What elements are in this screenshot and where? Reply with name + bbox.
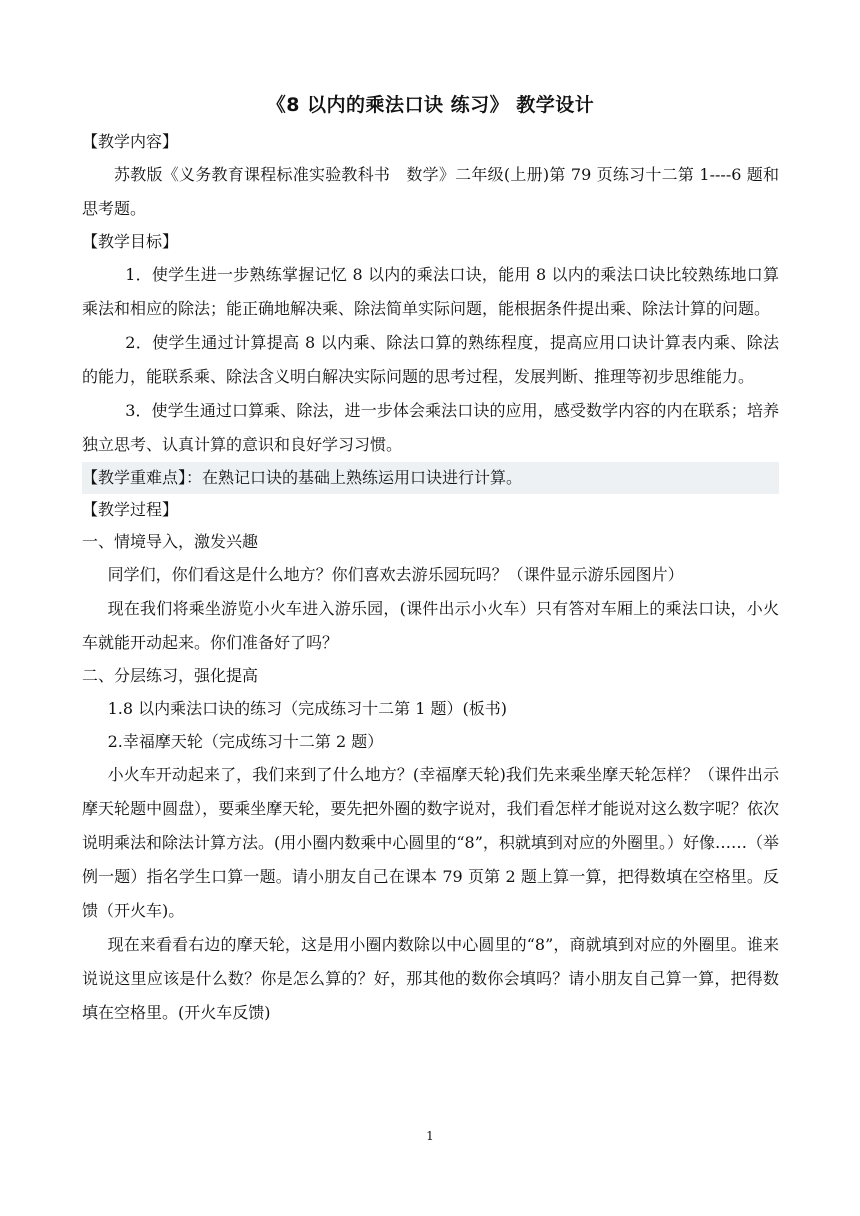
step-1-paragraph-2: 现在我们将乘坐游览小火车进入游乐园，(课件出示小火车）只有答对车厢上的乘法口诀，小火车就能开动起来。你们准备好了吗？	[82, 599, 779, 652]
goal-item-2: 2．使学生通过计算提高 8 以内乘、除法口算的熟练程度，提高应用口诀计算表内乘、除法的能力，能联系乘、除法含义明白解决实际问题的思考过程，发展判断、推理等初步思维能力。	[82, 333, 779, 386]
step-1-paragraph-1: 同学们，你们看这是什么地方？你们喜欢去游乐园玩吗？（课件显示游乐园图片）	[107, 565, 684, 584]
goal-item-1: 1．使学生进一步熟练掌握记忆 8 以内的乘法口诀，能用 8 以内的乘法口诀比较熟练地口算乘法和相应的除法；能正确地解决乘、除法简单实际问题，能根据条件提出乘、除法计算的问题。	[82, 265, 779, 318]
key-points-text: ：在熟记口诀的基础上熟练运用口诀进行计算。	[186, 468, 523, 487]
step-heading-1: 一、情境导入，激发兴趣	[82, 532, 259, 551]
document-body	[82, 88, 779, 1030]
page-title: 《8 以内的乘法口诀 练习》 教学设计	[266, 94, 595, 116]
section-heading-content: 【教学内容】	[82, 132, 179, 151]
content-paragraph: 苏教版《义务教育课程标准实验教科书 数学》二年级(上册)第 79 页练习十二第 1----6 题和思考题。	[82, 165, 779, 218]
step-2-paragraph-1: 小火车开动起来了，我们来到了什么地方？(幸福摩天轮)我们先来乘坐摩天轮怎样？（课件出示摩天轮题中圆盘），要乘坐摩天轮，要先把外圈的数字说对，我们看怎样才能说对这么数字呢？依次说明乘法和除法计算方法。(用小圈内数乘中心圆里的“8”，积就填到对应的外圈里。）好像……（举例一题）指名学生口算一题。请小朋友自己在课本 79 页第 2 题上算一算，把得数填在空格里。反馈（开火车)。	[82, 765, 779, 920]
key-points-line	[82, 462, 779, 494]
section-heading-key: 【教学重难点】	[82, 468, 187, 487]
section-heading-process: 【教学过程】	[82, 500, 179, 519]
goal-item-3: 3．使学生通过口算乘、除法，进一步体会乘法口诀的应用，感受数学内容的内在联系；培养独立思考、认真计算的意识和良好学习习惯。	[82, 401, 779, 454]
step-heading-2: 二、分层练习，强化提高	[82, 666, 259, 685]
section-heading-goals: 【教学目标】	[82, 232, 179, 251]
step-2-item-2: 2.幸福摩天轮（完成练习十二第 2 题）	[107, 732, 384, 751]
step-2-paragraph-2: 现在来看看右边的摩天轮，这是用小圈内数除以中心圆里的“8”，商就填到对应的外圈里。谁来说说这里应该是什么数？你是怎么算的？好，那其他的数你会填吗？请小朋友自己算一算，把得数填在空格里。(开火车反馈)	[82, 935, 779, 1022]
page-number: 1	[426, 1129, 434, 1143]
step-2-item-1: 1.8 以内乘法口诀的练习（完成练习十二第 1 题）(板书)	[107, 699, 507, 718]
